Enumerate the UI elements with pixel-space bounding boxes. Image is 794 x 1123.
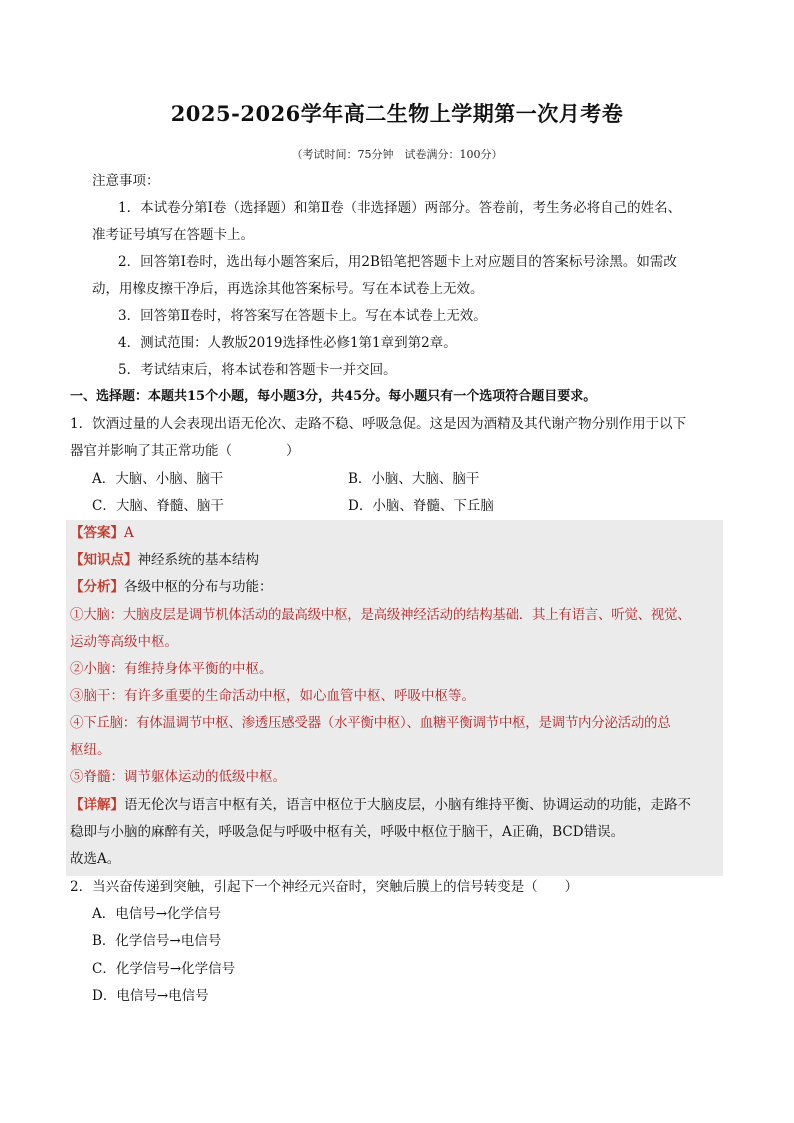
analysis-point: 枢纽。 [70, 742, 111, 758]
knowledge-point-value: 神经系统的基本结构 [137, 552, 259, 568]
answer-label: 【答案】 [70, 525, 124, 541]
answer-line [70, 524, 134, 542]
knowledge-point-line [70, 551, 259, 569]
analysis-point: ④下丘脑：有体温调节中枢、渗透压感受器（水平衡中枢）、血糖平衡调节中枢，是调节内分泌活动的总 [70, 715, 671, 731]
question-2-option-c: C．化学信号→化学信号 [92, 961, 236, 977]
question-2-option-a: A．电信号→化学信号 [92, 906, 222, 922]
exam-subtitle: （考试时间：75分钟 试卷满分：100分） [291, 148, 503, 161]
analysis-point: ⑤脊髓：调节躯体运动的低级中枢。 [70, 769, 286, 785]
question-1-option-d: D．小脑、脊髓、下丘脑 [348, 498, 494, 514]
detail-text: 语无伦次与语言中枢有关，语言中枢位于大脑皮层，小脑有维持平衡、协调运动的功能，走路不 [124, 797, 691, 813]
notice-heading: 注意事项： [92, 173, 160, 189]
question-1-option-a: A．大脑、小脑、脑干 [92, 471, 224, 487]
conclusion: 故选A。 [70, 851, 121, 867]
notice-item: 3．回答第Ⅱ卷时，将答案写在答题卡上。写在本试卷上无效。 [118, 308, 487, 324]
analysis-point: ①大脑：大脑皮层是调节机体活动的最高级中枢，是高级神经活动的结构基础．其上有语言、听觉、视觉、 [70, 607, 691, 623]
analysis-point: ③脑干：有许多重要的生命活动中枢，如心血管中枢、呼吸中枢等。 [70, 688, 475, 704]
detail-label: 【详解】 [70, 797, 124, 813]
question-1-option-b: B．小脑、大脑、脑干 [348, 471, 480, 487]
section-heading: 一、选择题：本题共15个小题，每小题3分，共45分。每小题只有一个选项符合题目要求。 [70, 389, 597, 404]
answer-value: A [124, 525, 134, 541]
question-1-stem: 1．饮酒过量的人会表现出语无伦次、走路不稳、呼吸急促。这是因为酒精及其代谢产物分别作用于以下 [70, 416, 687, 432]
question-1-stem: 器官并影响了其正常功能（ ） [70, 443, 300, 459]
detail-line [70, 796, 691, 814]
detail-line-2: 稳即与小脑的麻醉有关，呼吸急促与呼吸中枢有关，呼吸中枢位于脑干，A正确，BCD错误。 [70, 824, 625, 840]
analysis-point: 运动等高级中枢。 [70, 634, 178, 650]
analysis-line [70, 578, 273, 596]
notice-item: 5．考试结束后，将本试卷和答题卡一并交回。 [118, 362, 397, 378]
notice-item: 1．本试卷分第Ⅰ卷（选择题）和第Ⅱ卷（非选择题）两部分。答卷前，考生务必将自己的姓名、 [118, 200, 682, 216]
notice-item: 动，用橡皮擦干净后，再选涂其他答案标号。写在本试卷上无效。 [92, 281, 484, 297]
analysis-value: 各级中枢的分布与功能： [124, 579, 273, 595]
analysis-point: ②小脑：有维持身体平衡的中枢。 [70, 661, 273, 677]
notice-item: 准考证号填写在答题卡上。 [92, 227, 254, 243]
question-2-stem: 2．当兴奋传递到突触，引起下一个神经元兴奋时，突触后膜上的信号转变是（ ） [70, 879, 579, 895]
knowledge-point-label: 【知识点】 [70, 552, 138, 568]
exam-title: 2025-2026学年高二生物上学期第一次月考卷 [170, 101, 624, 126]
notice-item: 4．测试范围：人教版2019选择性必修1第1章到第2章。 [118, 335, 457, 351]
question-2-option-b: B．化学信号→电信号 [92, 933, 222, 949]
analysis-label: 【分析】 [70, 579, 124, 595]
question-2-option-d: D．电信号→电信号 [92, 988, 209, 1004]
question-1-option-c: C．大脑、脊髓、脑干 [92, 498, 224, 514]
notice-item: 2．回答第Ⅰ卷时，选出每小题答案后，用2B铅笔把答题卡上对应题目的答案标号涂黑。如需改 [118, 254, 677, 270]
